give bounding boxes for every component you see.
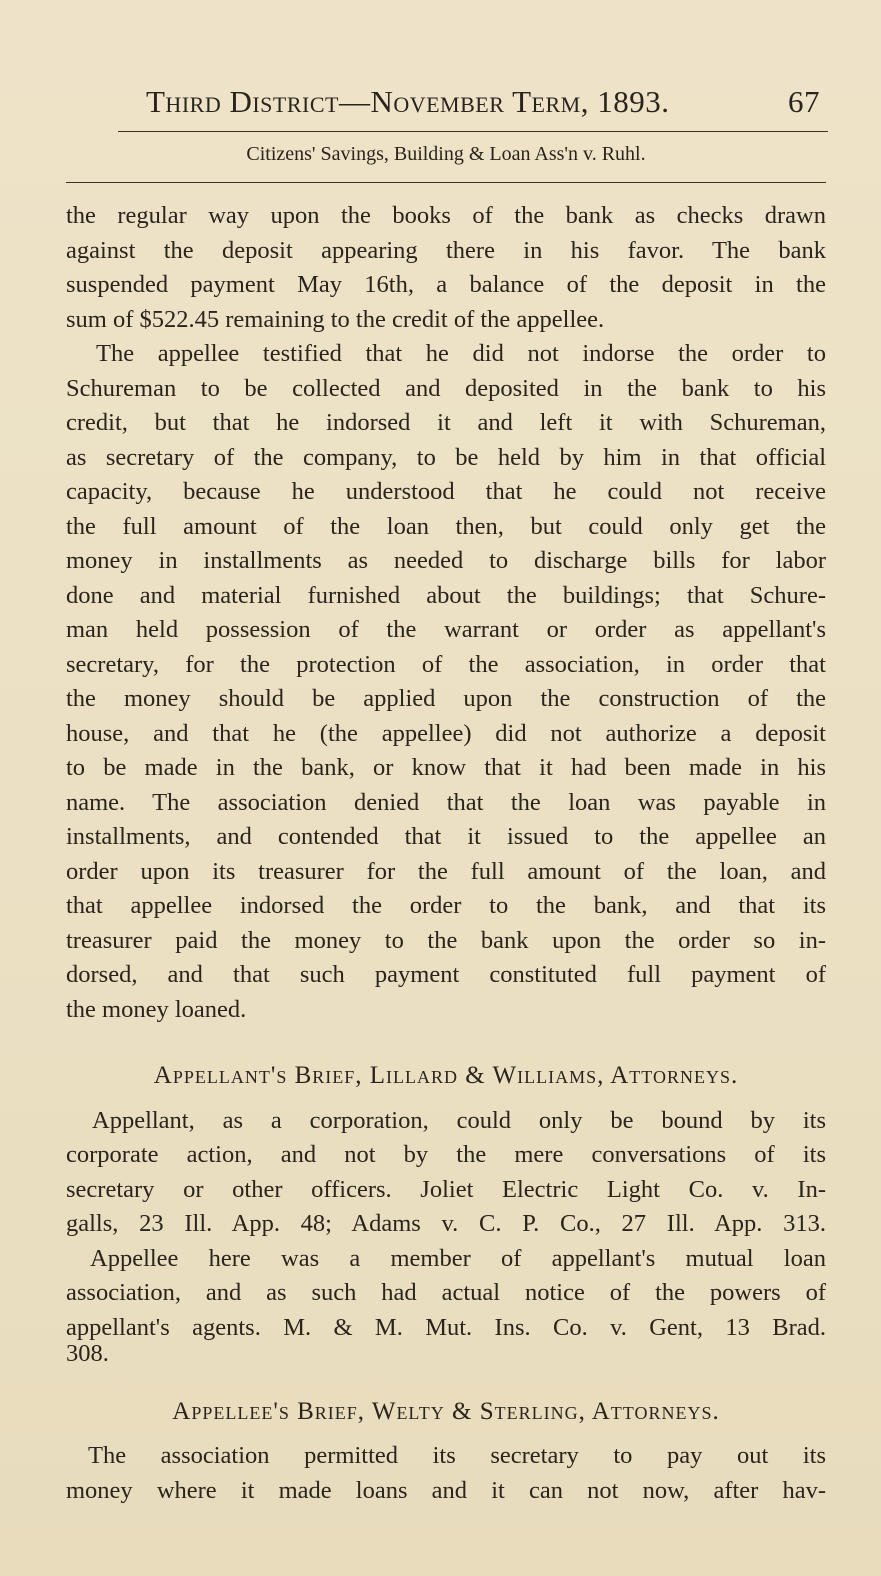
- brief-line: 308.: [66, 1340, 109, 1367]
- case-caption: Citizens' Savings, Building & Loan Ass'n v. Ruhl.: [246, 143, 646, 165]
- appellant-brief-heading: Appellant's Brief, Lillard & Williams, Attorneys.: [153, 1062, 739, 1089]
- body-line: man held possession of the warrant or order as appellant's: [66, 616, 826, 643]
- brief-line: corporate action, and not by the mere conversations of its: [66, 1141, 826, 1168]
- body-line: order upon its treasurer for the full amount of the loan, and: [66, 858, 826, 885]
- body-line: sum of $522.45 remaining to the credit of the appellee.: [66, 306, 605, 333]
- brief-line: appellant's agents. M. & M. Mut. Ins. Co. v. Gent, 13 Brad.: [66, 1314, 826, 1341]
- body-line: house, and that he (the appellee) did not authorize a deposit: [66, 720, 826, 747]
- body-line: The appellee testified that he did not indorse the order to: [96, 340, 826, 367]
- appellee-brief-heading: Appellee's Brief, Welty & Sterling, Attorneys.: [172, 1398, 720, 1425]
- body-line: the regular way upon the books of the bank as checks drawn: [66, 202, 826, 229]
- page-number: 67: [788, 84, 820, 119]
- body-line: the full amount of the loan then, but could only get the: [66, 513, 826, 540]
- body-line: money in installments as needed to discharge bills for labor: [66, 547, 826, 574]
- body-line: capacity, because he understood that he could not receive: [66, 478, 826, 505]
- body-line: that appellee indorsed the order to the bank, and that its: [66, 892, 826, 919]
- body-line: against the deposit appearing there in his favor. The bank: [66, 237, 826, 264]
- brief-line: Appellee here was a member of appellant's mutual loan: [90, 1245, 826, 1272]
- brief-line: The association permitted its secretary to pay out its: [88, 1442, 826, 1469]
- running-head: [146, 84, 826, 120]
- body-line: suspended payment May 16th, a balance of the deposit in the: [66, 271, 826, 298]
- body-line: treasurer paid the money to the bank upon the order so in-: [66, 927, 826, 954]
- header-rule-top: [118, 131, 828, 132]
- body-line: Schureman to be collected and deposited in the bank to his: [66, 375, 826, 402]
- body-line: the money should be applied upon the construction of the: [66, 685, 826, 712]
- brief-line: money where it made loans and it can not now, after hav-: [66, 1477, 826, 1504]
- body-line: credit, but that he indorsed it and left it with Schureman,: [66, 409, 826, 436]
- brief-line: galls, 23 Ill. App. 48; Adams v. C. P. Co., 27 Ill. App. 313.: [66, 1210, 826, 1237]
- running-title: Third District—November Term, 1893.: [146, 84, 670, 119]
- brief-line: association, and as such had actual notice of the powers of: [66, 1279, 826, 1306]
- brief-line: Appellant, as a corporation, could only be bound by its: [92, 1107, 826, 1134]
- body-line: the money loaned.: [66, 996, 247, 1023]
- body-line: dorsed, and that such payment constituted full payment of: [66, 961, 826, 988]
- header-rule-bottom: [66, 182, 826, 183]
- body-line: done and material furnished about the buildings; that Schure-: [66, 582, 826, 609]
- body-line: secretary, for the protection of the association, in order that: [66, 651, 826, 678]
- body-line: installments, and contended that it issued to the appellee an: [66, 823, 826, 850]
- body-line: name. The association denied that the loan was payable in: [66, 789, 826, 816]
- brief-line: secretary or other officers. Joliet Electric Light Co. v. In-: [66, 1176, 826, 1203]
- body-line: to be made in the bank, or know that it had been made in his: [66, 754, 826, 781]
- body-line: as secretary of the company, to be held by him in that official: [66, 444, 826, 471]
